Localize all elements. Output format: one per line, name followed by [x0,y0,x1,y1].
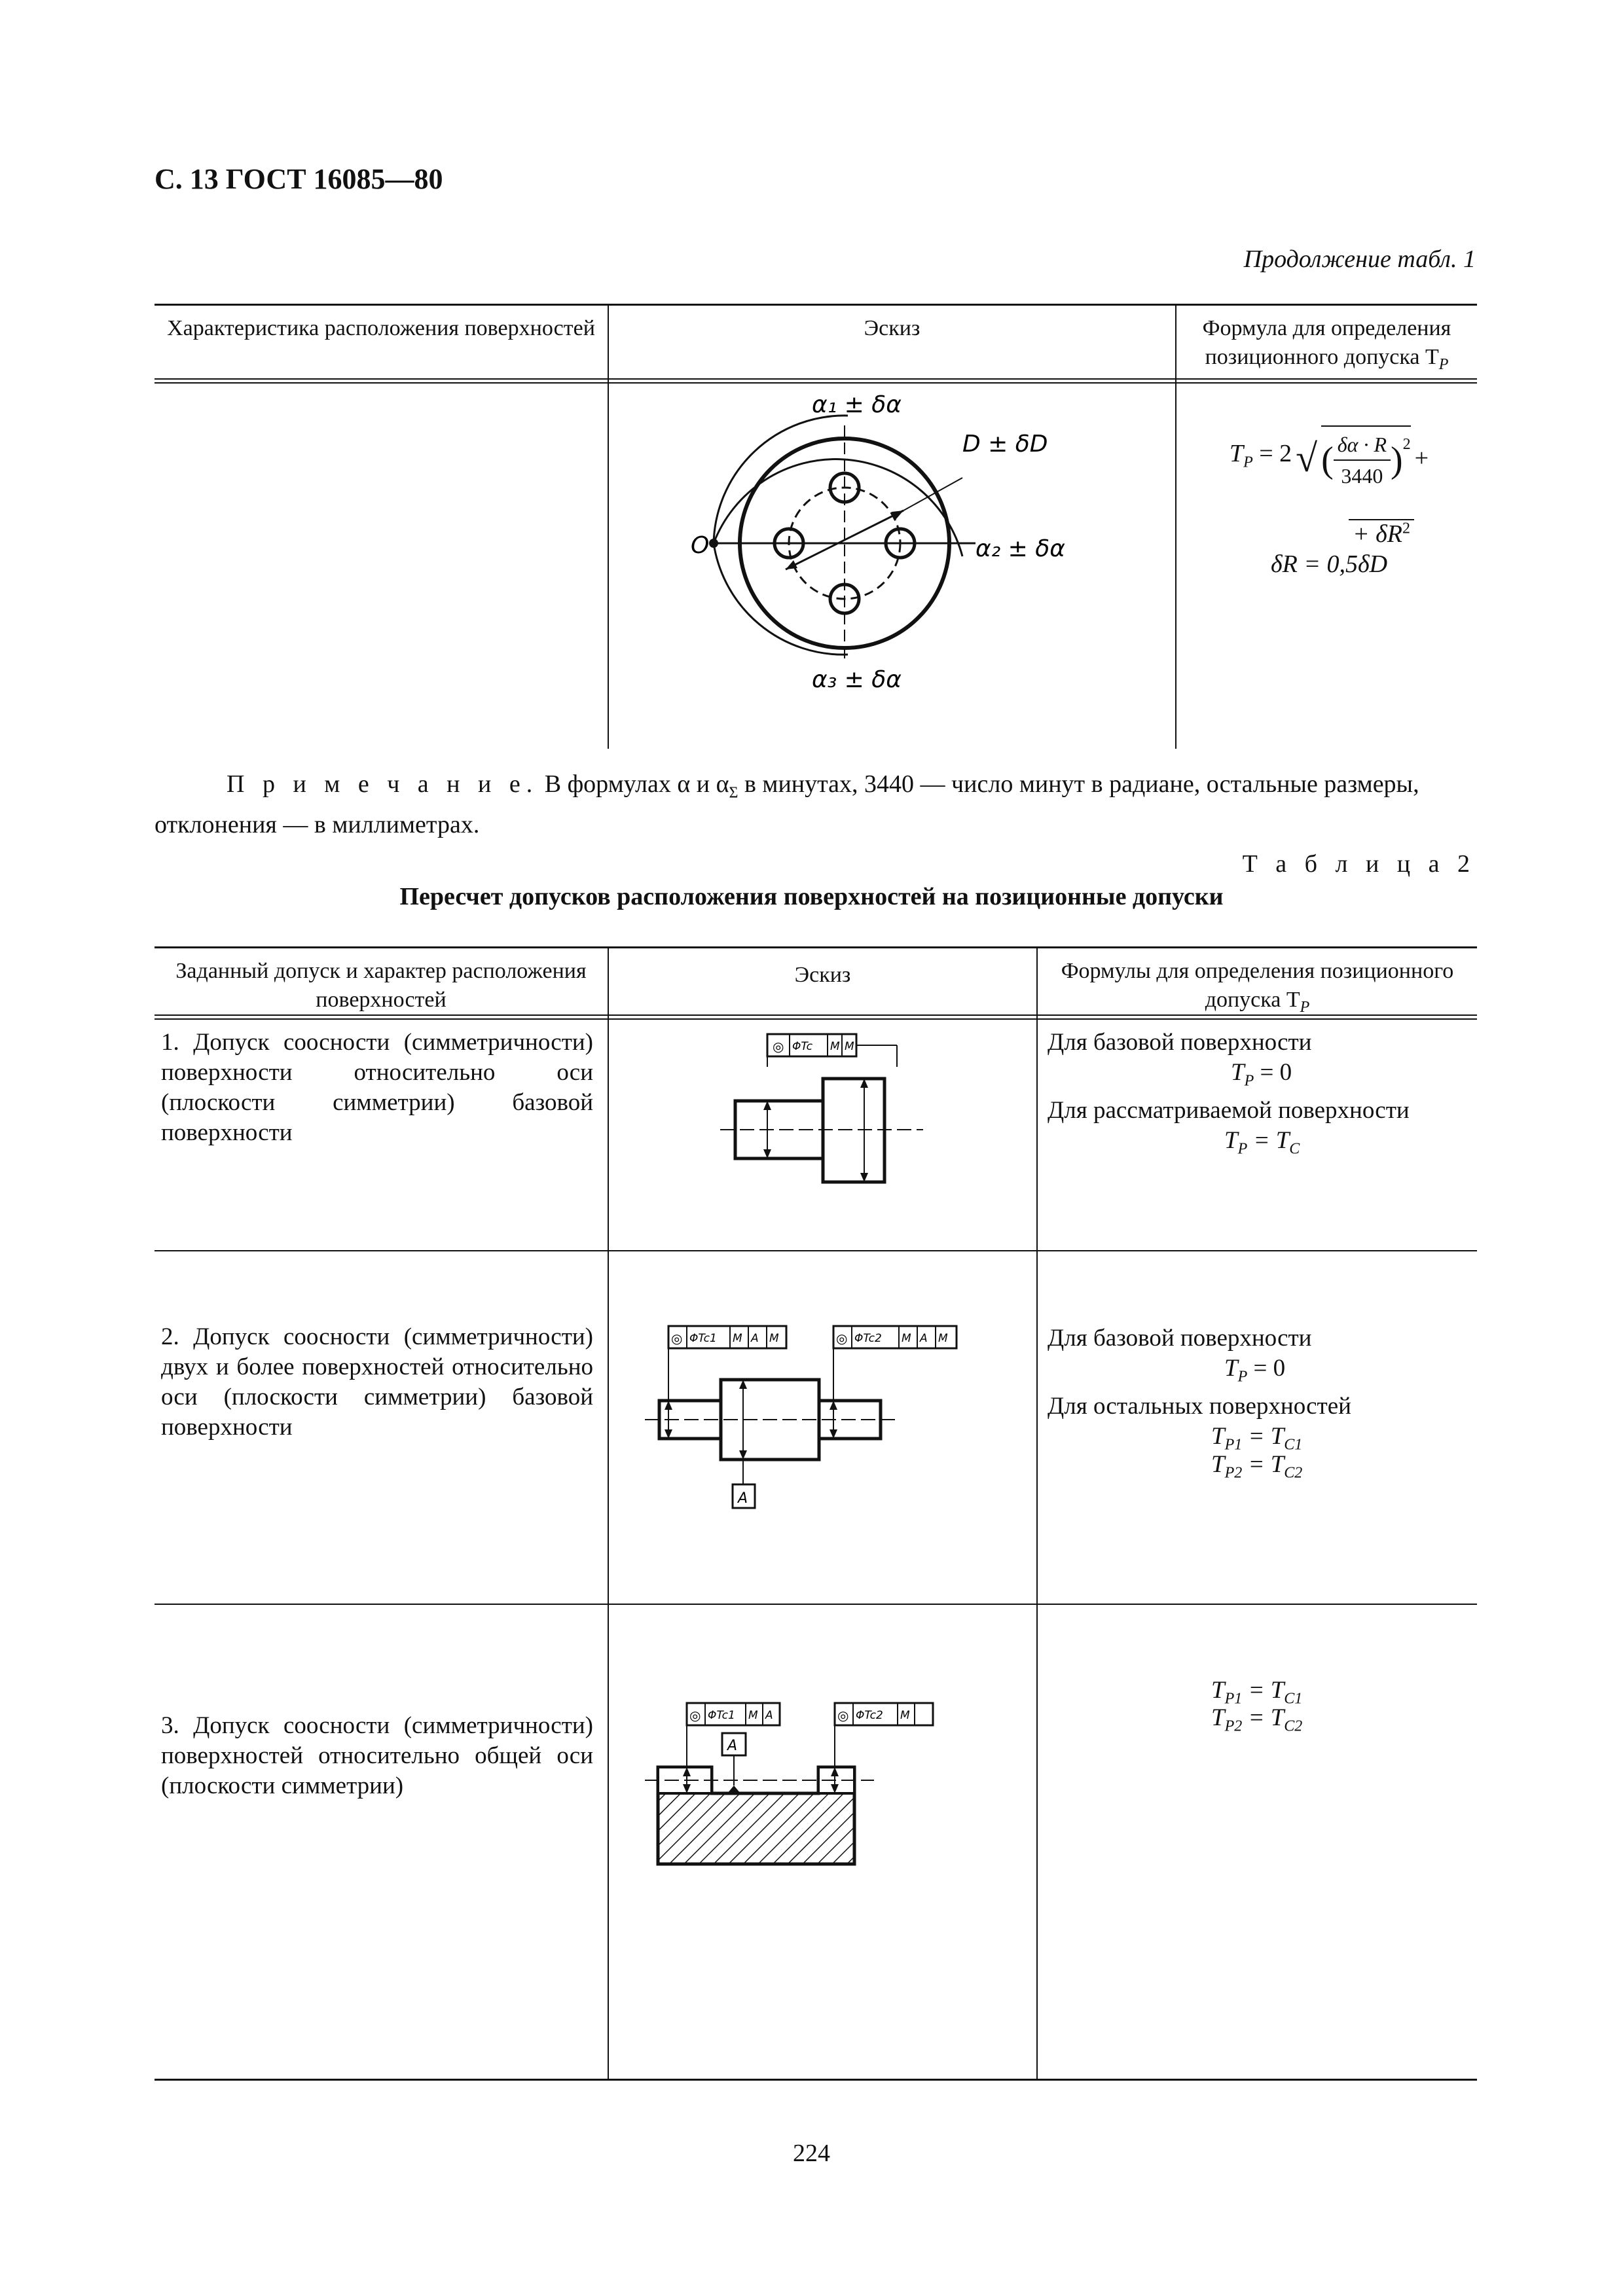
flange-holes-sketch [674,386,1106,700]
diameter-label: D ± δD [962,431,1048,457]
table2-col1-header: Заданный допуск и характер расположения поверхностей [175,959,587,1012]
svg-text:M: M [900,1709,910,1722]
svg-text:A: A [751,1332,759,1345]
svg-text:M: M [830,1040,840,1053]
angle-a2-label: α₂ ± δα [976,535,1065,562]
row2-formulas: Для базовой поверхности $T_P = 0$ Для остальных поверхностей $T_{P1} = T_{C1}$ $T_{P2} = T_{C2}$ [1048,1325,1351,1482]
page-header: С. 13 ГОСТ 16085—80 [155,163,443,195]
row1-description: 1. Допуск соосности (симметричности) поверхности относительно оси (плоскости симметрии) базовой поверхности [161,1029,593,1146]
table2-col2-header: Эскиз [794,963,851,987]
svg-text:ΦTc: ΦTc [792,1040,813,1053]
svg-text:◎: ◎ [773,1039,784,1054]
row1-formulas: Для базовой поверхности $T_P = 0$ Для рассматриваемой поверхности $T_P = T_C$ [1048,1029,1410,1158]
housing-common-axis-sketch [645,1695,959,1872]
svg-text:M: M [748,1709,758,1722]
table1-formula: $T_P = 2$ √ ( δα · R 3440 ) $^2$ + + $\delta R^2$ δR = 0,5δD [1192,425,1467,579]
angle-a3-label: α₃ ± δα [812,666,902,693]
table2-label: Т а б л и ц а 2 [1242,850,1476,878]
svg-text:M: M [733,1332,742,1345]
delta-r-formula: δR = 0,5δD [1270,550,1388,578]
table2-col3-header: Формулы для определения позиционного допуска $T_P$ [1061,959,1454,1016]
svg-text:ΦTc2: ΦTc2 [854,1332,882,1345]
angle-a1-label: α₁ ± δα [812,391,902,418]
table-continuation-label: Продолжение табл. 1 [1243,245,1476,273]
svg-text:◎: ◎ [837,1708,849,1723]
page-number: 224 [793,2140,830,2167]
table1-col3-header: Формула для определения позиционного допуска $T_P$ [1202,316,1451,373]
shaft-coaxial-sketch [638,1321,992,1537]
svg-text:M: M [938,1332,948,1345]
svg-text:ΦTc1: ΦTc1 [689,1332,717,1345]
shaft-step-sketch [707,1028,943,1224]
row2-description: 2. Допуск соосности (симметричности) двух и более поверхностей относительно оси (плоскости симметрии) базовой поверхности [161,1323,593,1441]
svg-text:M: M [902,1332,911,1345]
table1-col2-header: Эскиз [864,316,921,340]
svg-text:A: A [920,1332,928,1345]
table1-col1-header: Характеристика расположения поверхностей [167,316,595,340]
svg-text:M: M [845,1040,854,1053]
svg-text:A: A [765,1709,773,1722]
row3-description: 3. Допуск соосности (симметричности) поверхностей относительно общей оси (плоскости симметрии) [161,1712,593,1799]
row3-formulas: $T_{P1} = T_{C1}$ $T_{P2} = T_{C2}$ [1211,1677,1303,1735]
svg-text:ΦTc1: ΦTc1 [708,1709,735,1722]
svg-text:ΦTc2: ΦTc2 [856,1709,883,1722]
svg-text:A: A [738,1490,748,1507]
table2-title: Пересчет допусков расположения поверхностей на позиционные допуски [399,883,1224,910]
svg-text:A: A [727,1738,738,1754]
svg-text:◎: ◎ [671,1331,683,1346]
svg-text:◎: ◎ [836,1331,848,1346]
svg-text:◎: ◎ [689,1708,701,1723]
origin-label: O [691,532,710,559]
svg-text:M: M [769,1332,779,1345]
table1-note: П р и м е ч а н и е. В формулах α и $\alpha_\Sigma$ в минутах, 3440 — число минут в радиане, остальные размеры, отклонения — в миллиметрах. [155,770,1419,838]
